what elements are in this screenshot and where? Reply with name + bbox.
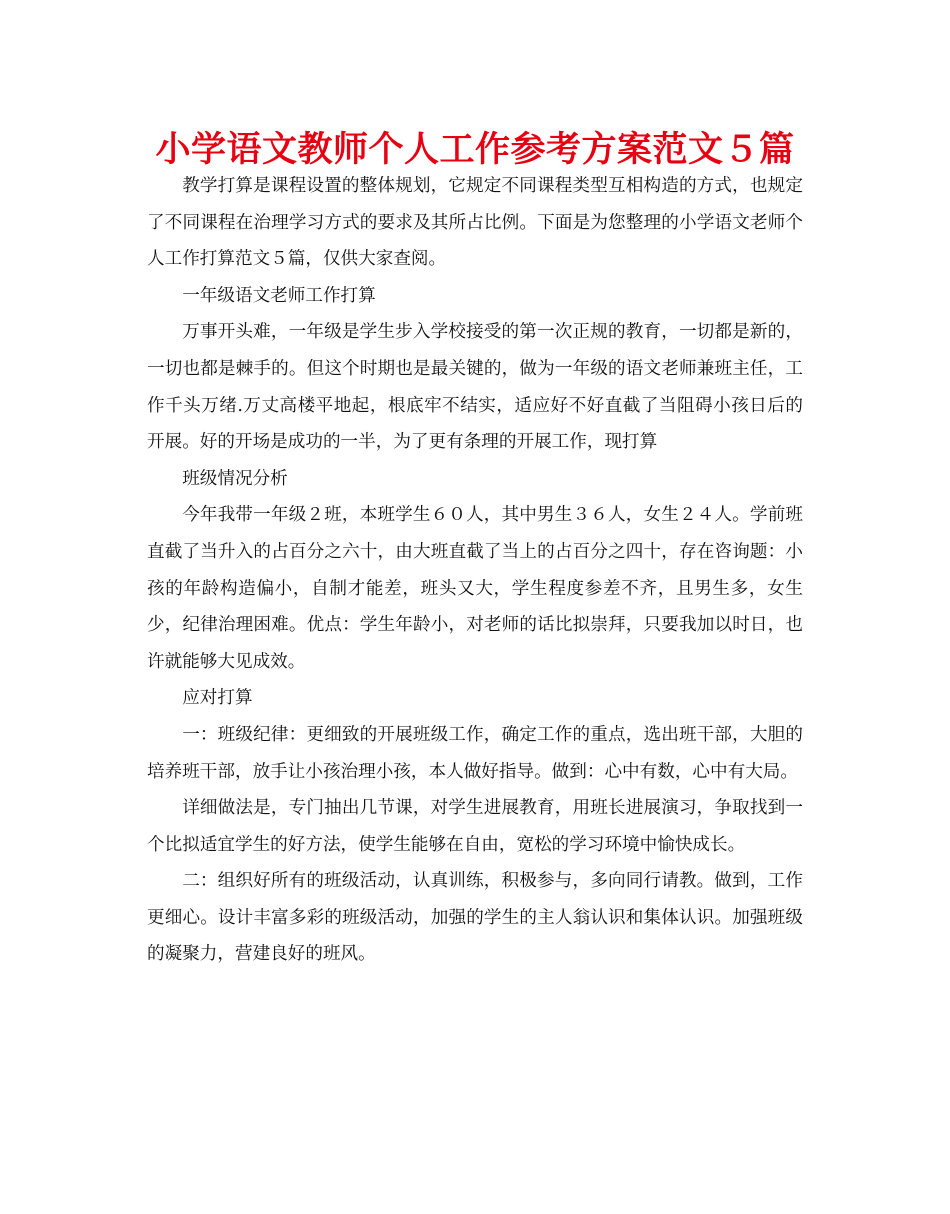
paragraph-beginning: 万事开头难，一年级是学生步入学校接受的第一次正规的教育，一切都是新的，一切也都是棘手的。但这个时期也是最关键的，做为一年级的语文老师兼班主任，工作千头万绪.万丈高楼平地起，根底牢不结实，适应好不好直截了当阻碍小孩日后的开展。好的开场是成功的一半，为了更有条理的开展工作，现打算: [147, 322, 803, 453]
paragraph-method: 详细做法是，专门抽出几节课，对学生进展教育，用班长进展演习，争取找到一个比拟适宜学生的好方法，使学生能够在自由，宽松的学习环境中愉快成长。: [147, 798, 803, 855]
paragraph-discipline: 一：班级纪律：更细致的开展班级工作，确定工作的重点，选出班干部，大胆的培养班干部，放手让小孩治理小孩，本人做好指导。做到：心中有数，心中有大局。: [147, 724, 803, 782]
heading-class-analysis: 班级情况分析: [182, 468, 288, 489]
document-body: [147, 168, 803, 973]
heading-response-plan: 应对打算: [182, 688, 253, 709]
paragraph-class-analysis: 今年我带一年级２班，本班学生６０人，其中男生３６人，女生２４人。学前班直截了当升入的占百分之六十，由大班直截了当上的占百分之四十，存在咨询题：小孩的年龄构造偏小，自制才能差，班头又大，学生程度参差不齐，且男生多，女生少，纪律治理困难。优点：学生年龄小，对老师的话比拟崇拜，只要我加以时日，也许就能够大见成效。: [147, 505, 803, 672]
paragraph-activities: 二：组织好所有的班级活动，认真训练，积极参与，多向同行请教。做到，工作更细心。设计丰富多彩的班级活动，加强的学生的主人翁认识和集体认识。加强班级的凝聚力，营建良好的班风。: [147, 871, 803, 965]
heading-grade-one-plan: 一年级语文老师工作打算: [182, 285, 376, 306]
document-title: 小学语文教师个人工作参考方案范文５篇: [155, 129, 795, 170]
paragraph-intro: 教学打算是课程设置的整体规划，它规定不同课程类型互相构造的方式，也规定了不同课程在治理学习方式的要求及其所占比例。下面是为您整理的小学语文老师个人工作打算范文５篇，仅供大家查阅。: [147, 176, 803, 270]
